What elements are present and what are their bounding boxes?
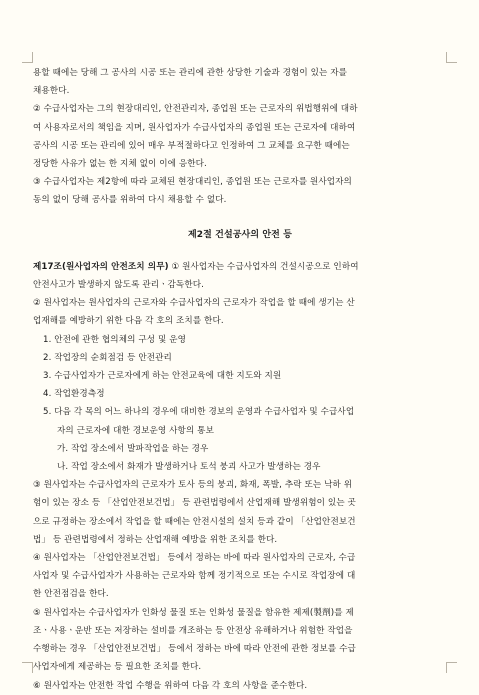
crop-mark-top-right <box>446 52 457 63</box>
text-line: 여 사용자로서의 책임을 지며, 원사업자가 수급사업자의 종업원 또는 근로자에 대하여 <box>33 122 356 133</box>
text-line: 채용한다. <box>33 86 70 97</box>
document-body <box>33 64 447 695</box>
list-item: 5. 다음 각 목의 어느 하나의 경우에 대비한 경보의 운영과 수급사업자 및 수급사업 <box>43 407 355 418</box>
text-line: 사업자에게 제공하는 등 필요한 조치를 한다. <box>33 662 202 673</box>
list-item: 1. 안전에 관한 협의체의 구성 및 운영 <box>43 334 187 345</box>
text-line: 사업자 및 수급사업자가 사용하는 근로자와 함께 정기적으로 또는 수시로 작업장에 대 <box>33 571 356 582</box>
text-line: ② 수급사업자는 그의 현장대리인, 안전관리자, 종업원 또는 근로자의 위법행위에 대하 <box>33 104 358 115</box>
text-line: 안전사고가 발생하지 않도록 관리ㆍ감독한다. <box>33 280 204 291</box>
text-line: ④ 원사업자는 「산업안전보건법」 등에서 정하는 바에 따라 원사업자의 근로자, 수급 <box>33 553 356 564</box>
list-item-continued: 자의 근로자에 대한 경보운영 사항의 통보 <box>57 425 214 436</box>
text-line: 으로 규정하는 장소에서 작업을 할 때에는 안전시설의 설치 등과 같이 「산업안전보건 <box>33 516 356 527</box>
text-line: 수행하는 경우 「산업안전보건법」 등에서 정하는 바에 따라 안전에 관한 정보를 수급 <box>33 644 356 655</box>
text-line: 한 안전점검을 한다. <box>33 589 109 600</box>
article-first-line <box>33 258 447 276</box>
text-line: 조ㆍ사용ㆍ운반 또는 저장하는 설비를 개조하는 등 안전상 유해하거나 위험한 작업을 <box>33 625 353 636</box>
text-line: ③ 원사업자는 수급사업자의 근로자가 토사 등의 붕괴, 화재, 폭발, 추락 또는 낙하 위 <box>33 480 353 491</box>
list-item: 3. 수급사업자가 근로자에게 하는 안전교육에 대한 지도와 지원 <box>43 371 282 382</box>
text-line: 업재해를 예방하기 위한 다음 각 호의 조치를 한다. <box>33 316 224 327</box>
text-line: ⑤ 원사업자는 수급사업자가 인화성 물질 또는 인화성 물질을 함유한 제제(製劑)를 제 <box>33 607 354 618</box>
text-line: 동의 없이 당해 공사를 위하여 다시 채용할 수 없다. <box>33 195 227 206</box>
text-line: ③ 수급사업자는 제2항에 따라 교체된 현장대리인, 종업원 또는 근로자를 원사업자의 <box>33 177 352 188</box>
text-line: 법」 등 관련법령에서 정하는 산업재해 예방을 위한 조치를 한다. <box>33 534 278 545</box>
crop-mark-top-left <box>22 52 33 63</box>
text-line: 정당한 사유가 없는 한 지체 없이 이에 응한다. <box>33 159 207 170</box>
sub-list-item: 가. 작업 장소에서 발파작업을 하는 경우 <box>57 443 209 454</box>
text-line: 용할 때에는 당해 그 공사의 시공 또는 관리에 관한 상당한 기술과 경험이 있는 자를 <box>33 68 348 78</box>
section-heading: 제2절 건설공사의 안전 등 <box>187 229 292 240</box>
list-item: 2. 작업장의 순회점검 등 안전관리 <box>43 352 172 363</box>
article-title: 제17조(원사업자의 안전조치 의무) <box>33 261 169 272</box>
text-line: ⑥ 원사업자는 안전한 작업 수행을 위하여 다음 각 호의 사항을 준수한다. <box>33 680 308 691</box>
crop-mark-bottom-left <box>22 662 33 673</box>
text-line: 공사의 시공 또는 관리에 있어 매우 부적절하다고 인정하여 그 교체를 요구한 때에는 <box>33 140 350 151</box>
text-line: 험이 있는 장소 등 「산업안전보건법」 등 관련법령에서 산업재해 발생위험이 있는 곳 <box>33 498 356 509</box>
list-item: 4. 작업환경측정 <box>43 389 105 400</box>
crop-mark-bottom-right <box>446 662 457 673</box>
text-line: ② 원사업자는 원사업자의 근로자와 수급사업자의 근로자가 작업을 할 때에 생기는 산 <box>33 298 355 309</box>
sub-list-item: 나. 작업 장소에서 화재가 발생하거나 토석 붕괴 사고가 발생하는 경우 <box>57 462 321 473</box>
article-first-line-text: ① 원사업자는 수급사업자의 건설시공으로 인하여 <box>168 261 359 272</box>
